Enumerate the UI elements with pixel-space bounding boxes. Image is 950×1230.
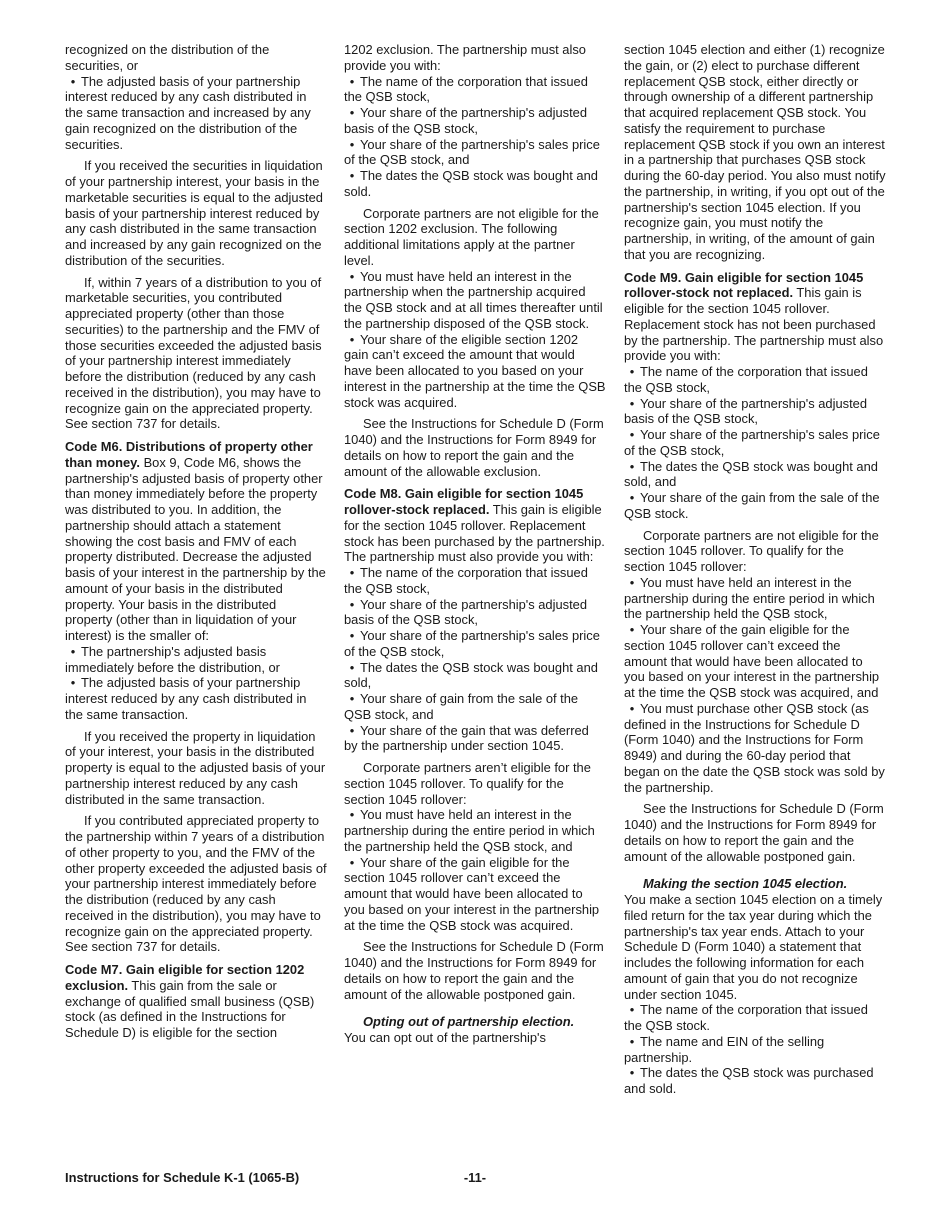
section-m8: Code M8. Gain eligible for section 1045 rollover-stock replaced. This gain is eligible for the section 1045 rollover. Replacement stock has been purchased by the partnership. The partnership must also provide you with:: [344, 486, 605, 565]
bullet-item: • You must have held an interest in the partnership during the entire period in which the partnership held the QSB stock, and: [344, 807, 595, 854]
bullet-item: • Your share of the gain eligible for the section 1045 rollover can’t exceed the amount that would have been allocated to you based on your interest in the partnership at the time the QSB stock was acquired.: [344, 854, 600, 933]
bullet-item: • The partnership's adjusted basis immediately before the distribution, or: [65, 643, 280, 675]
paragraph: You make a section 1045 election on a timely filed return for the tax year during which the partnership's tax year ends. Attach to your Schedule D (Form 1040) a statement that includes the following information for each amount of gain that you do not recognize under section 1045.: [624, 892, 883, 1002]
paragraph: Corporate partners are not eligible for the section 1045 rollover. To qualify for the section 1045 rollover:: [624, 527, 879, 574]
bullet-item: • The name of the corporation that issued the QSB stock.: [624, 1002, 868, 1033]
bullet-item: • The dates the QSB stock was bought and sold, and: [624, 458, 878, 490]
bullet-item: • The dates the QSB stock was purchased and sold.: [624, 1065, 874, 1096]
paragraph: If, within 7 years of a distribution to you of marketable securities, you contributed appreciated property (other than those securities) to the partnership and the FMV of those securities exceeded the adjusted basis of your partnership interest immediately before the distribution (reduced by any cash received in the distribution), you may have to recognize gain on the appreciated property. See section 737 for details.: [65, 274, 322, 432]
section-heading: Code M7. Gain eligible for section 1202 exclusion.: [65, 962, 305, 993]
paragraph: If you contributed appreciated property to the partnership within 7 years of a distribution of other property to you, and the FMV of the other property exceeded the adjusted basis of your partnership interest immediately before the distribution (reduced by any cash received in the distribution), you may have to recognize gain on the appreciated property. See section 737 for details.: [65, 813, 327, 955]
column-1: [65, 42, 327, 1041]
bullet-item: • Your share of the partnership's adjusted basis of the QSB stock,: [344, 596, 588, 628]
section-m9: Code M9. Gain eligible for section 1045 rollover-stock not replaced. This gain is eligible for the section 1045 rollover. Replacement stock has not been purchased by the partnership. The partnership must also provide you with:: [624, 269, 884, 364]
bullet-item: • You must purchase other QSB stock (as defined in the Instructions for Schedule D (Form 1040) and the Instructions for Form 8949) and during the 60-day period that began on the date the QSB stock was sold by the partnership.: [624, 700, 885, 795]
paragraph: 1202 exclusion. The partnership must also provide you with:: [344, 42, 586, 73]
subsection-making-election: [624, 876, 886, 892]
bullet-item: • You must have held an interest in the partnership when the partnership acquired the QSB stock and at all times thereafter until the partnership disposed of the QSB stock.: [344, 268, 603, 331]
bullet-item: • The name and EIN of the selling partnership.: [624, 1033, 825, 1065]
bullet-item: • Your share of the gain eligible for the section 1045 rollover can’t exceed the amount that would have been allocated to you based on your interest in the partnership at the time the QSB stock was acquired, and: [624, 622, 880, 700]
bullet-item: • Your share of the partnership's sales price of the QSB stock,: [344, 628, 600, 659]
column-2: [344, 42, 606, 1046]
paragraph: section 1045 election and either (1) recognize the gain, or (2) elect to purchase different replacement QSB stock, either directly or through ownership of a different partnership that acquired replacement QSB stock. You satisfy the requirement to purchase replacement QSB stock if you own an interest in a partnership that purchases QSB stock during the 60-day period. You also must notify the partnership, in writing, if you opt out of the partnership's section 1045 election. If you recognize gain, you must notify the partnership, in writing, of the amount of gain that you are recognizing.: [624, 42, 886, 262]
bullet-item: • The dates the QSB stock was bought and sold,: [344, 659, 598, 691]
bullet-item: • Your share of the eligible section 1202 gain can’t exceed the amount that would have been allocated to you based on your interest in the partnership at the time the QSB stock was acquired.: [344, 331, 606, 410]
subsection-opting-out: [344, 1014, 606, 1030]
bullet-item: • Your share of the partnership's adjusted basis of the QSB stock,: [344, 105, 588, 136]
subsection-heading: Making the section 1045 election.: [643, 876, 848, 892]
paragraph: You can opt out of the partnership's: [344, 1030, 546, 1045]
subsection-heading: Opting out of partnership election.: [363, 1014, 575, 1030]
paragraph: If you received the securities in liquidation of your partnership interest, your basis in the marketable securities is equal to the adjusted basis of your partnership interest reduced by any cash distributed in the same transaction and increased by any gain recognized on the distribution of the securities.: [65, 158, 323, 268]
paragraph: If you received the property in liquidation of your interest, your basis in the distributed property is equal to the adjusted basis of your partnership interest reduced by any cash distributed in the same transaction.: [65, 728, 326, 807]
bullet-item: • Your share of the partnership's sales price of the QSB stock, and: [344, 136, 600, 168]
bullet-item: • Your share of the partnership's sales price of the QSB stock,: [624, 427, 880, 458]
paragraph: Corporate partners are not eligible for the section 1202 exclusion. The following additional limitations apply at the partner level.: [344, 205, 599, 268]
section-m7: Code M7. Gain eligible for section 1202 exclusion. This gain from the sale or exchange of qualified small business (QSB) stock (as defined in the Instructions for Schedule D) is eligible for the section: [65, 962, 315, 1040]
bullet-item: • The adjusted basis of your partnership interest reduced by any cash distributed in the same transaction and increased by any gain recognized on the distribution of the securities.: [65, 73, 311, 152]
bullet-item: • The name of the corporation that issued the QSB stock,: [624, 364, 868, 395]
paragraph: recognized on the distribution of the securities, or: [65, 42, 270, 73]
bullet-item: • Your share of gain from the sale of the QSB stock, and: [344, 691, 579, 722]
bullet-item: • The name of the corporation that issued the QSB stock,: [344, 73, 588, 105]
paragraph: See the Instructions for Schedule D (Form 1040) and the Instructions for Form 8949 for details on how to report the gain and the amount of the allowable postponed gain.: [344, 939, 604, 1002]
bullet-item: • The adjusted basis of your partnership interest reduced by any cash distributed in the same transaction.: [65, 675, 307, 722]
section-m6: Code M6. Distributions of property other than money. Box 9, Code M6, shows the partnership's adjusted basis of property other than money immediately before the property was distributed to you. In addition, the partnership should attach a statement showing the cost basis and FMV of each property distributed. Decrease the adjusted basis of your interest in the partnership by the amount of your basis in the distributed property. Your basis in the distributed property (other than in liquidation of your interest) is the smaller of:: [65, 439, 326, 643]
bullet-item: • Your share of the gain that was deferred by the partnership under section 1045.: [344, 722, 589, 754]
bullet-item: • The name of the corporation that issued the QSB stock,: [344, 565, 588, 596]
page-number: -11-: [463, 1170, 487, 1185]
column-3: [624, 42, 886, 1097]
section-heading: Code M6. Distributions of property other than money.: [65, 439, 313, 470]
bullet-item: • You must have held an interest in the partnership during the entire period in which the partnership held the QSB stock,: [624, 574, 875, 622]
bullet-item: • Your share of the gain from the sale of the QSB stock.: [624, 490, 880, 521]
bullet-item: • Your share of the partnership's adjusted basis of the QSB stock,: [624, 395, 868, 427]
bullet-item: • The dates the QSB stock was bought and sold.: [344, 168, 598, 199]
paragraph: Corporate partners aren’t eligible for the section 1045 rollover. To qualify for the section 1045 rollover:: [344, 760, 591, 807]
section-heading: Code M9. Gain eligible for section 1045 rollover-stock not replaced.: [624, 269, 864, 301]
footer-title: Instructions for Schedule K-1 (1065-B): [65, 1170, 300, 1185]
section-heading: Code M8. Gain eligible for section 1045 rollover-stock replaced.: [344, 486, 584, 517]
paragraph: See the Instructions for Schedule D (Form 1040) and the Instructions for Form 8949 for details on how to report the gain and the amount of the allowable exclusion.: [344, 416, 604, 479]
paragraph: See the Instructions for Schedule D (Form 1040) and the Instructions for Form 8949 for details on how to report the gain and the amount of the allowable postponed gain.: [624, 801, 884, 864]
